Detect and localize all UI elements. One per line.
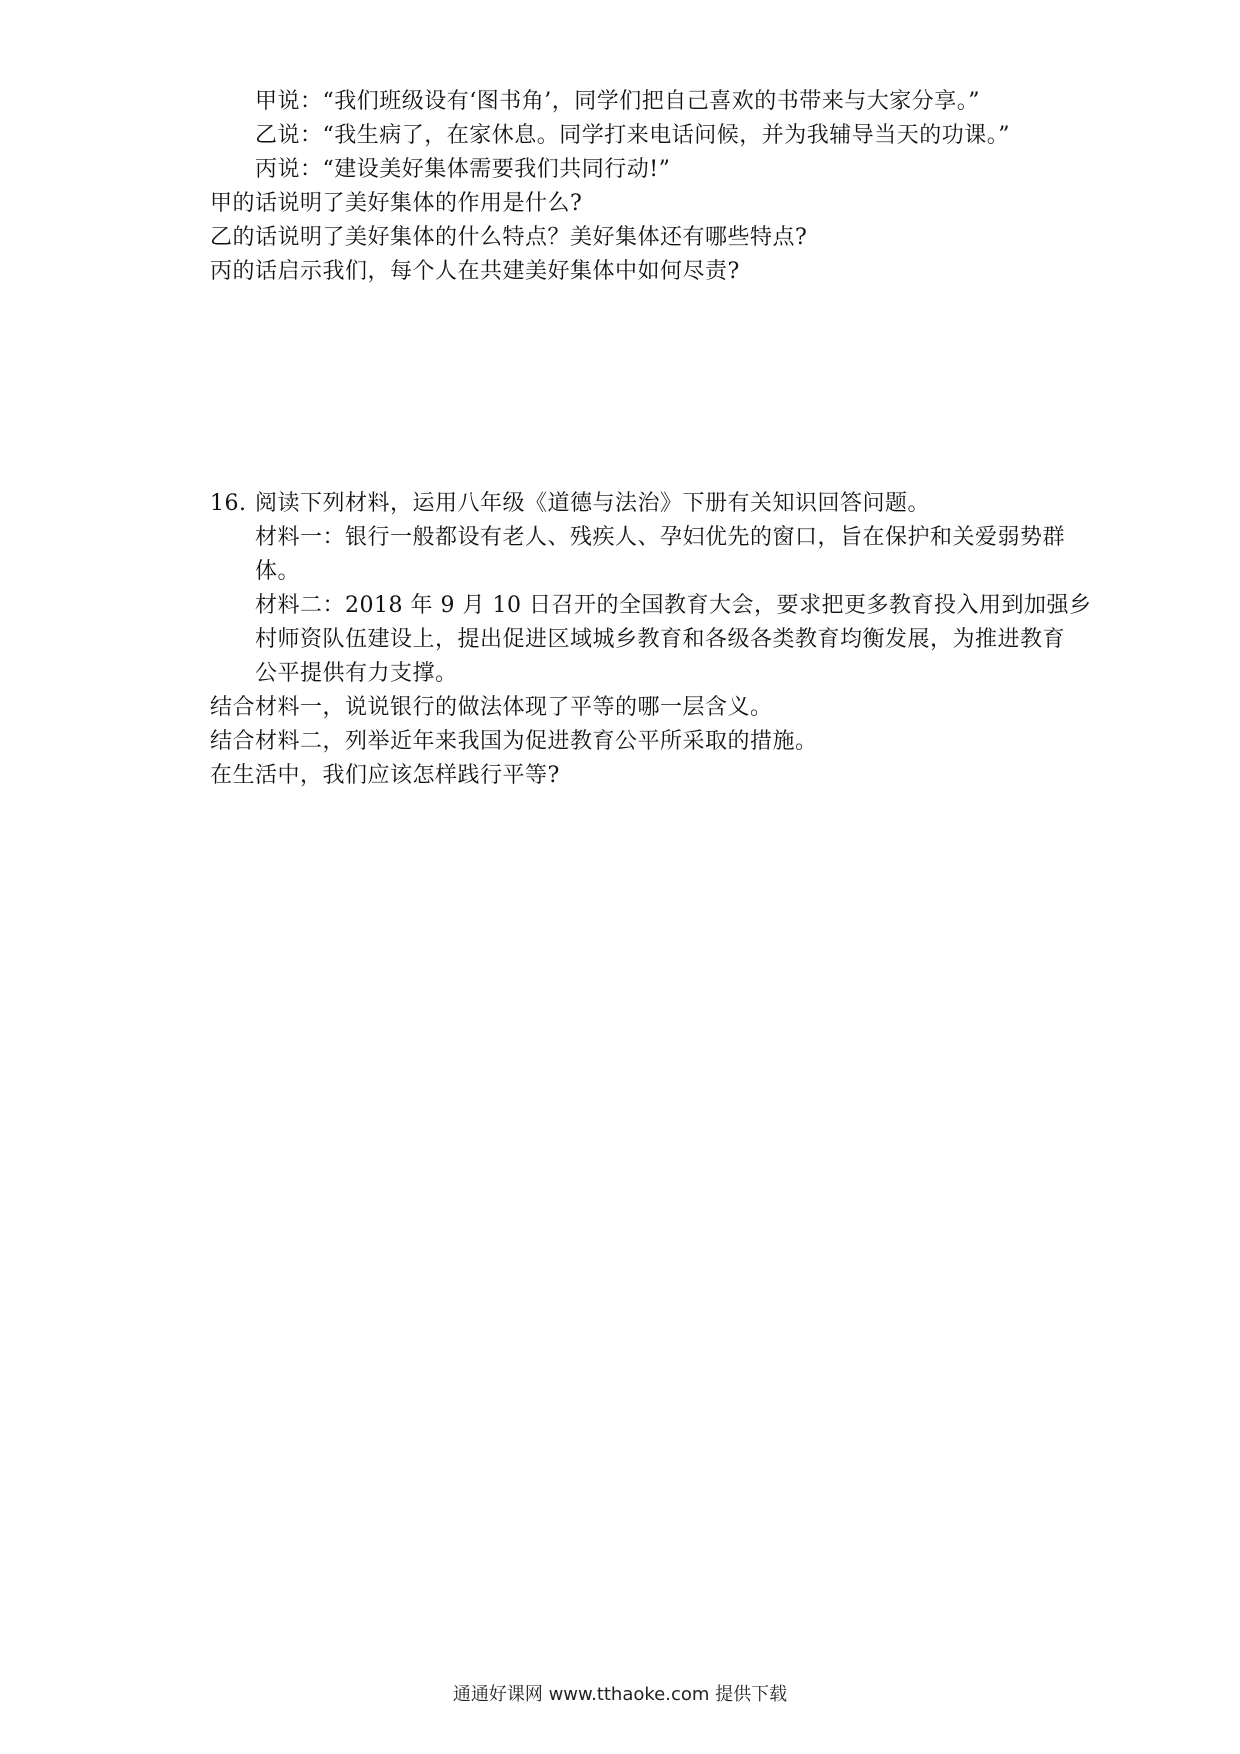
question-16-sub-3: 在生活中，我们应该怎样践行平等?	[210, 763, 560, 788]
question-16-prompt: 阅读下列材料，运用八年级《道德与法治》下册有关知识回答问题。	[255, 491, 931, 516]
material-2-line-3: 公平提供有力支撑。	[255, 661, 458, 686]
material-2-line-1: 材料二：2018 年 9 月 10 日召开的全国教育大会，要求把更多教育投入用到加强乡	[255, 593, 1092, 618]
question-16-sub-2: 结合材料二，列举近年来我国为促进教育公平所采取的措施。	[210, 729, 818, 754]
question-3: 丙的话启示我们，每个人在共建美好集体中如何尽责?	[210, 259, 740, 284]
page-footer: 通通好课网 www.tthaoke.com 提供下载	[452, 1684, 788, 1705]
question-16-sub-1: 结合材料一，说说银行的做法体现了平等的哪一层含义。	[210, 695, 773, 720]
material-2-line-2: 村师资队伍建设上，提出促进区域城乡教育和各级各类教育均衡发展，为推进教育	[255, 627, 1066, 652]
quote-jia: 甲说：“我们班级设有‘图书角’，同学们把自己喜欢的书带来与大家分享。”	[255, 89, 980, 114]
question-16-number: 16.	[210, 491, 247, 516]
question-2: 乙的话说明了美好集体的什么特点？美好集体还有哪些特点?	[210, 225, 808, 250]
question-1: 甲的话说明了美好集体的作用是什么?	[210, 191, 583, 216]
quote-yi: 乙说：“我生病了，在家休息。同学打来电话问候，并为我辅导当天的功课。”	[255, 123, 1010, 148]
material-1-line-2: 体。	[255, 559, 301, 584]
quote-bing: 丙说：“建设美好集体需要我们共同行动!”	[255, 157, 671, 182]
material-1-line-1: 材料一：银行一般都设有老人、残疾人、孕妇优先的窗口，旨在保护和关爱弱势群	[255, 525, 1066, 550]
